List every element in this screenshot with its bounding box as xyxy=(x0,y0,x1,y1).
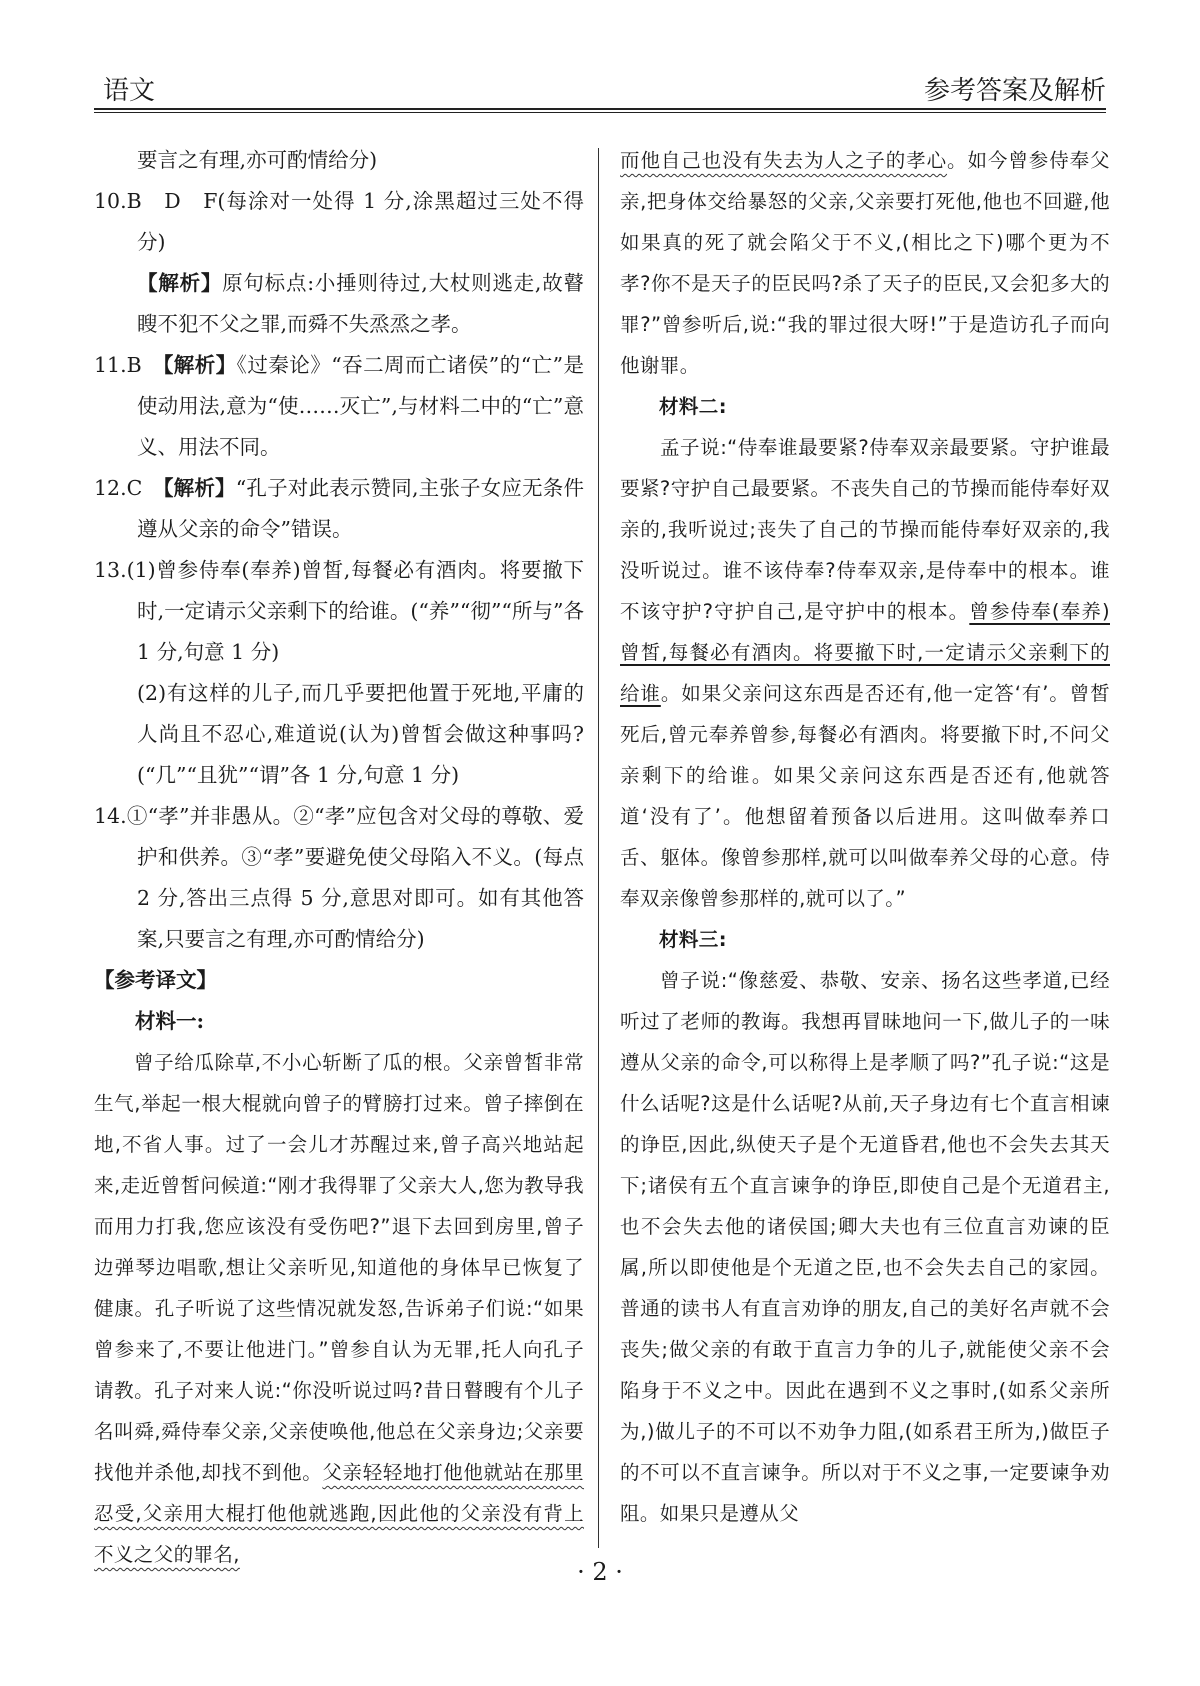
left-column xyxy=(94,140,584,1575)
q12-choice: C xyxy=(126,476,164,500)
q10-analysis xyxy=(94,263,584,345)
header-subject: 语文 xyxy=(103,76,156,106)
material-1-wavy-cont: 而他自己也没有失去为人之子的孝心 xyxy=(620,149,948,172)
q13-part1: (1)曾参侍奉(奉养)曾皙,每餐必有酒肉。将要撤下时,一定请示父亲剩下的给谁。(“养”“彻”“所与”各 1 分,句意 1 分) xyxy=(126,558,584,664)
q11-analysis-text: 《过秦论》“吞二周而亡诸侯”的“亡”是使动用法,意为“使……灭亡”,与材料二中的“亡”意义、用法不同。 xyxy=(137,353,585,459)
q13-answer-1 xyxy=(94,550,584,673)
q12-analysis-text: “孔子对此表示赞同,主张子女应无条件遵从父亲的命令”错误。 xyxy=(137,476,585,541)
q10-analysis-text: 原句标点:小捶则待过,大杖则逃走,故瞽瞍不犯不父之罪,而舜不失烝烝之孝。 xyxy=(137,271,584,336)
material-1-translation-cont xyxy=(620,140,1110,386)
translation-heading: 【参考译文】 xyxy=(94,968,217,992)
material-2-text-b: 。如果父亲问这东西是否还有,他一定答‘有’。曾皙死后,曾元奉养曾参,每餐必有酒肉。将要撤下时,不问父亲剩下的给谁。如果父亲问这东西是否还有,他就答道‘没有了’。他想留着预备以后进用。这叫做奉养口舌、躯体。像曾参那样,就可以叫做奉养父母的心意。侍奉双亲像曾参那样的,就可以了。” xyxy=(620,682,1110,910)
q10-number: 10. xyxy=(94,189,127,213)
q11-choice: B xyxy=(126,353,164,377)
q14-answer xyxy=(94,796,584,960)
q10-answer xyxy=(94,181,584,263)
material-3-heading: 材料三: xyxy=(659,928,727,951)
header-section: 参考答案及解析 xyxy=(923,76,1106,106)
q11-number: 11. xyxy=(94,353,127,377)
q11-analysis-tag: 【解析】 xyxy=(163,353,237,377)
material-3-translation: 曾子说:“像慈爱、恭敬、安亲、扬名这些孝道,已经听过了老师的教诲。我想再冒昧地问一下,做儿子的一味遵从父亲的命令,可以称得上是孝顺了吗?”孔子说:“这是什么话呢?这是什么话呢?从前,天子身边有七个直言相谏的诤臣,因此,纵使天子是个无道昏君,他也不会失去其天下;诸侯有五个直言谏争的诤臣,即使自己是个无道君主,也不会失去他的诸侯国;卿大夫也有三位直言劝谏的臣属,所以即使他是个无道之臣,也不会失去自己的家园。普通的读书人有直言劝诤的朋友,自己的美好名声就不会丧失;做父亲的有敢于直言力争的儿子,就能使父亲不会陷身于不义之中。因此在遇到不义之事时,(如系父亲所为,)做儿子的不可以不劝争力阻,(如系君王所为,)做臣子的不可以不直言谏争。所以对于不义之事,一定要谏争劝阻。如果只是遵从父 xyxy=(620,969,1110,1525)
column-divider xyxy=(598,148,599,1548)
material-1-text: 曾子给瓜除草,不小心斩断了瓜的根。父亲曾皙非常生气,举起一根大棍就向曾子的臂膀打过来。曾子摔倒在地,不省人事。过了一会儿才苏醒过来,曾子高兴地站起来,走近曾皙问候道:“刚才我得罪了父亲大人,您为教导我而用力打我,您应该没有受伤吧?”退下去回到房里,曾子边弹琴边唱歌,想让父亲听见,知道他的身体早已恢复了健康。孔子听说了这些情况就发怒,告诉弟子们说:“如果曾参来了,不要让他进门。”曾参自认为无罪,托人向孔子请教。孔子对来人说:“你没听说过吗?昔日瞽瞍有个儿子名叫舜,舜侍奉父亲,父亲使唤他,他总在父亲身边;父亲要找他并杀他,却找不到他。 xyxy=(94,1051,584,1484)
q13-answer-2: (2)有这样的儿子,而几乎要把他置于死地,平庸的人尚且不忍心,难道说(认为)曾皙会做这种事吗?(“几”“且犹”“谓”各 1 分,句意 1 分) xyxy=(137,681,584,787)
q10-text: B D F(每涂对一处得 1 分,涂黑超过三处不得分) xyxy=(126,189,584,254)
material-1-heading: 材料一: xyxy=(135,1009,205,1033)
material-2-underlined: 曾参侍奉(奉养)曾皙,每餐必有酒肉。将要撤下时,一定请示父亲剩下的给谁 xyxy=(620,600,1110,705)
q13-number: 13. xyxy=(94,558,127,582)
material-1-wavy-text: 父亲轻轻地打他他就站在那里忍受,父亲用大棍打他他就逃跑,因此他的父亲没有背上不义之父的罪名, xyxy=(94,1461,585,1566)
material-2-text-a: 孟子说:“侍奉谁最要紧?侍奉双亲最要紧。守护谁最要紧?守护自己最要紧。不丧失自己的节操而能侍奉好双亲的,我听说过;丧失了自己的节操而能侍奉好双亲的,我没听说过。谁不该侍奉?侍奉双亲,是侍奉中的根本。谁不该守护?守护自己,是守护中的根本。 xyxy=(620,436,1110,623)
q14-text: ①“孝”并非愚从。②“孝”应包含对父母的尊敬、爱护和供养。③“孝”要避免使父母陷入不义。(每点 2 分,答出三点得 5 分,意思对即可。如有其他答案,只要言之有理,亦可酌情给分) xyxy=(126,804,584,951)
material-2-translation xyxy=(620,427,1110,919)
q12-analysis-tag: 【解析】 xyxy=(163,476,236,500)
page-number: · 2 · xyxy=(577,1558,623,1586)
q12-answer xyxy=(94,468,584,550)
q11-answer xyxy=(94,345,584,468)
right-column xyxy=(620,140,1110,1534)
q10-analysis-tag: 【解析】 xyxy=(137,271,223,295)
q12-number: 12. xyxy=(94,476,127,500)
material-2-heading: 材料二: xyxy=(659,395,727,418)
material-1-tail: 。如今曾参侍奉父亲,把身体交给暴怒的父亲,父亲要打死他,他也不回避,他如果真的死了就会陷父于不义,(相比之下)哪个更为不孝?你不是天子的臣民吗?杀了天子的臣民,又会犯多大的罪?”曾参听后,说:“我的罪过很大呀!”于是造访孔子而向他谢罪。 xyxy=(620,149,1111,377)
material-1-translation xyxy=(94,1042,584,1575)
q14-number: 14. xyxy=(94,804,127,828)
q9-continuation: 要言之有理,亦可酌情给分) xyxy=(137,148,378,172)
header-rule xyxy=(94,108,1106,113)
